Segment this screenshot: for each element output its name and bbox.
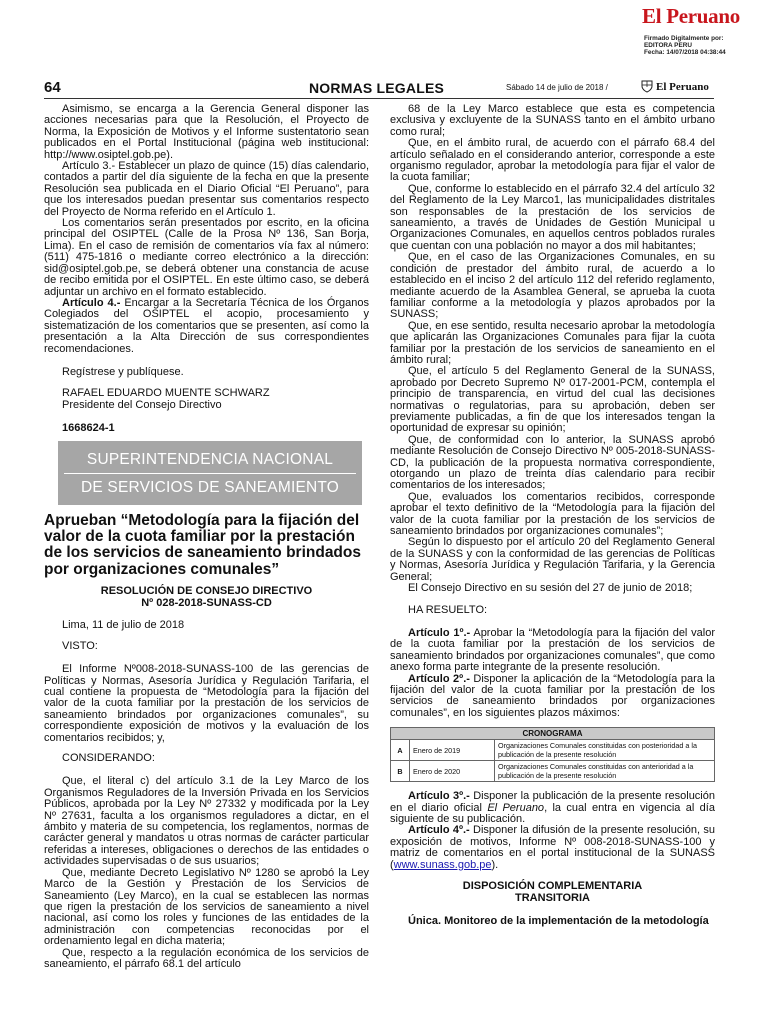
register-text: Regístrese y publíquese. (62, 365, 184, 378)
row-letter: A (391, 740, 410, 761)
paragraph: Que, de conformidad con lo anterior, la SUNASS aprobó mediante Resolución de Consejo Directivo Nº 005-2018-SUNASS-CD, la publicación de la propuesta normativa correspondiente, otorgando un plazo de treinta días calendario para recibir comentarios de los interesados; (390, 433, 715, 492)
paragraph: Que, en ese sentido, resulta necesario aprobar la metodología que aplicarán las Organizaciones Comunales para fijar la cuota familiar por la prestación de los servicios de saneamiento en el ámbito rural; (390, 319, 715, 366)
disposition-heading-2: TRANSITORIA (515, 891, 590, 904)
article-1 (390, 628, 715, 674)
signer-name: RAFAEL EDUARDO MUENTE SCHWARZ (62, 387, 270, 400)
article-body: , la cual entra en vigencia al día siguiente de su publicación. (390, 801, 715, 825)
paragraph: Los comentarios serán presentados por escrito, en la oficina principal del OSIPTEL (Calle de la Prosa Nº 136, San Borja, Lima). En el caso de remisión de comentarios vía fax al número: (511) 475-1816 o mediante correo electrónico a la dirección: sid@osiptel.gob.pe, se deberá obtener una constancia de acuse de recibo emitida por el OSIPTEL. En este último caso, se deberá adjuntar un archivo en el formato establecido. (44, 217, 369, 298)
article-body: ). (491, 858, 499, 871)
article-body: Disponer la publicación de la presente resolución en el diario oficial (390, 790, 715, 814)
article-body: Disponer la difusión de la presente resolución, su exposición de motivos, Informe Nº 008-2018-SUNASS-100 y matriz de comentarios en el portal institucional de la SUNASS ( (390, 824, 715, 871)
paragraph: Asimismo, se encarga a la Gerencia General disponer las acciones necesarias para que la Resolución, el Proyecto de Norma, la Exposición de Motivos y el Informe sustentatorio sean publicados en el Portal Institucional (página web institucional: http://www.osiptel.gob.pe). (44, 103, 369, 161)
signature-line-1: Firmado Digitalmente por: (644, 35, 724, 42)
considerando-heading: CONSIDERANDO: (62, 752, 155, 765)
disposition-heading-1: DISPOSICIÓN COMPLEMENTARIA (462, 879, 643, 892)
table-title: CRONOGRAMA (391, 728, 715, 740)
signature-line-2: EDITORA PERU (644, 42, 692, 50)
article-4 (390, 825, 715, 871)
coat-of-arms-icon (641, 80, 653, 93)
agency-name-line-1: SUPERINTENDENCIA NACIONAL (64, 446, 356, 474)
resolution-title: Aprueban “Metodología para la fijación del valor de la cuota familiar por la prestación de los servicios de saneamiento brindados por organizaciones comunales” (44, 511, 361, 578)
visto-heading: VISTO: (62, 639, 98, 652)
page-header (44, 78, 714, 99)
left-column (44, 104, 369, 970)
row-letter: B (391, 761, 410, 782)
publication-date: Sábado 14 de julio de 2018 / (506, 83, 608, 92)
signer-title: Presidente del Consejo Directivo (62, 398, 222, 411)
resolution-number: Nº 028-2018-SUNASS-CD (141, 596, 272, 609)
article-lead: Artículo 3º.- (408, 790, 470, 803)
paragraph: Que, el artículo 5 del Reglamento General de la SUNASS, aprobado por Decreto Supremo Nº 017-2001-PCM, contempla el principio de transparencia, en virtud del cual las decisiones normativas o regulatorias, para su aprobación, deben ser previamente publicadas, a fin de que los interesados tengan la oportunidad de expresar su opinión; (390, 365, 715, 435)
article-body: Disponer la aplicación de la “Metodología para la fijación del valor de la cuota familiar por la prestación de los servicios de saneamiento brindados por organizaciones comunales”, en los siguientes plazos máximos: (390, 672, 715, 719)
paragraph: 68 de la Ley Marco establece que esta es competencia exclusiva y excluyente de la SUNASS tanto en el ámbito urbano como rural; (390, 103, 715, 138)
paragraph: Que, evaluados los comentarios recibidos, corresponde aprobar el texto definitivo de la “Metodología para la fijación del valor de la cuota familiar por la prestación de los servicios de saneamiento brindados por organizaciones comunales”; (390, 490, 715, 538)
row-date: Enero de 2019 (410, 740, 495, 761)
table-row (391, 740, 715, 761)
paragraph: Que, en el caso de las Organizaciones Comunales, en su condición de prestador del ámbito rural, de acuerdo a lo establecido en el inciso 2 del artículo 112 del referido reglamento, mediante acuerdo de la Asamblea General, se aprueba la cuota familiar conforme a la metodología y plazos aprobados por la SUNASS; (390, 251, 715, 321)
page-number: 64 (44, 79, 61, 96)
paragraph: Que, el literal c) del artículo 3.1 de la Ley Marco de los Organismos Reguladores de la Inversión Privada en los Servicios Públicos, aprobada por la Ley Nº 27332 y modificada por la Ley Nº 27631, faculta a los organismos reguladores a dictar, en el ámbito y materia de su competencia, los reglamentos, normas de carácter general y mandatos u otras normas de carácter particular referidas a intereses, obligaciones o derechos de las entidades o actividades supervisadas o de sus usuarios; (44, 775, 369, 868)
newspaper-name: El Peruano (487, 801, 545, 814)
article-3 (390, 791, 715, 825)
place-date: Lima, 11 de julio de 2018 (62, 619, 185, 632)
section-title: NORMAS LEGALES (309, 80, 445, 96)
sunass-link[interactable]: www.sunass.gob.pe (393, 858, 492, 871)
article-lead: Artículo 2º.- (408, 672, 470, 685)
paragraph: Que, mediante Decreto Legislativo Nº 1280 se aprobó la Ley Marco de la Gestión y Prestación de los Servicios de Saneamiento (Ley Marco), en la cual se establecen las normas que rigen la prestación de los servicios de saneamiento a nivel nacional, así como los roles y funciones de las entidades de la administración con competencias reconocidas por el ordenamiento legal en dicha materia; (44, 866, 369, 948)
signature-line-3: Fecha: 14/07/2018 04:38:44 (644, 49, 726, 57)
cronograma-table (390, 727, 715, 782)
agency-name-line-2: DE SERVICIOS DE SANEAMIENTO (80, 478, 340, 496)
resolution-label: RESOLUCIÓN DE CONSEJO DIRECTIVO (100, 585, 313, 598)
brand-logo (636, 4, 756, 28)
header-brand: El Peruano (656, 81, 709, 93)
paragraph: Que, respecto a la regulación económica de los servicios de saneamiento, el párrafo 68.1 del artículo (44, 946, 369, 970)
paragraph: Que, en el ámbito rural, de acuerdo con el párrafo 68.4 del artículo señalado en el considerando anterior, corresponde a este organismo regulador, aprobar la metodología para fijar el valor de la cuota familiar; (390, 137, 715, 184)
paragraph: Que, conforme lo establecido en el párrafo 32.4 del artículo 32 del Reglamento de la Ley Marco1, las municipalidades distritales son responsables de la prestación de los servicios de saneamiento, a través de Unidades de Gestión Municipal u Organizaciones Comunales, en aquellos centros poblados rurales que cuentan con una población no mayor a dos mil habitantes; (390, 182, 715, 252)
brand-name: El Peruano (642, 4, 740, 28)
table-row (391, 761, 715, 782)
article-lead: Artículo 4.- (62, 296, 121, 309)
paragraph: El Consejo Directivo en su sesión del 27 de junio de 2018; (408, 582, 693, 595)
article-lead: Artículo 4º.- (408, 824, 470, 837)
paragraph: Artículo 3.- Establecer un plazo de quince (15) días calendario, contados a partir del día siguiente de la fecha en que la presente Resolución sea publicada en el Diario Oficial “El Peruano”, para que los interesados puedan presentar sus comentarios respecto del Proyecto de Norma referido en el Artículo 1. (44, 160, 369, 218)
row-text: Organizaciones Comunales constituidas con anterioridad a la publicación de la presente resolución (495, 761, 715, 782)
paragraph: El Informe Nº008-2018-SUNASS-100 de las gerencias de Políticas y Normas, Asesoría Jurídica y Regulación Tarifaria, el cual contiene la propuesta de “Metodología para la fijación del valor de la cuota familiar por la prestación de los servicios de saneamiento brindados por organizaciones comunales”, su correspondiente exposición de motivos y la evaluación de los comentarios recibidos; y, (44, 663, 369, 744)
article-body: Aprobar la “Metodología para la fijación del valor de la cuota familiar por la prestación de los servicios de saneamiento brindados por organizaciones comunales”, que como anexo forma parte integrante de la presente resolución. (390, 626, 715, 674)
unica-heading: Única. Monitoreo de la implementación de la metodología (408, 915, 709, 928)
agency-banner (58, 441, 362, 505)
article-2 (390, 674, 715, 720)
ha-resuelto-heading: HA RESUELTO: (408, 604, 488, 617)
digital-signature (644, 35, 764, 57)
row-text: Organizaciones Comunales constituidas con posterioridad a la publicación de la presente resolución (495, 740, 715, 761)
reference-number: 1668624-1 (62, 422, 115, 435)
article-body: Encargar a la Secretaría Técnica de los Órganos Colegiados del OSIPTEL el acopio, procesamiento y sistematización de los comentarios que se presenten, así como la presentación a la Alta Dirección de sus correspondientes recomendaciones. (44, 296, 370, 355)
article-lead: Artículo 1º.- (408, 626, 471, 639)
right-column (390, 104, 715, 928)
row-date: Enero de 2020 (410, 761, 495, 782)
paragraph: Según lo dispuesto por el artículo 20 del Reglamento General de la SUNASS y con la conformidad de las gerencias de Políticas y Normas, Asesoría Jurídica y Regulación Tarifaria, y la Gerencia General; (390, 536, 715, 583)
paragraph (44, 298, 369, 355)
